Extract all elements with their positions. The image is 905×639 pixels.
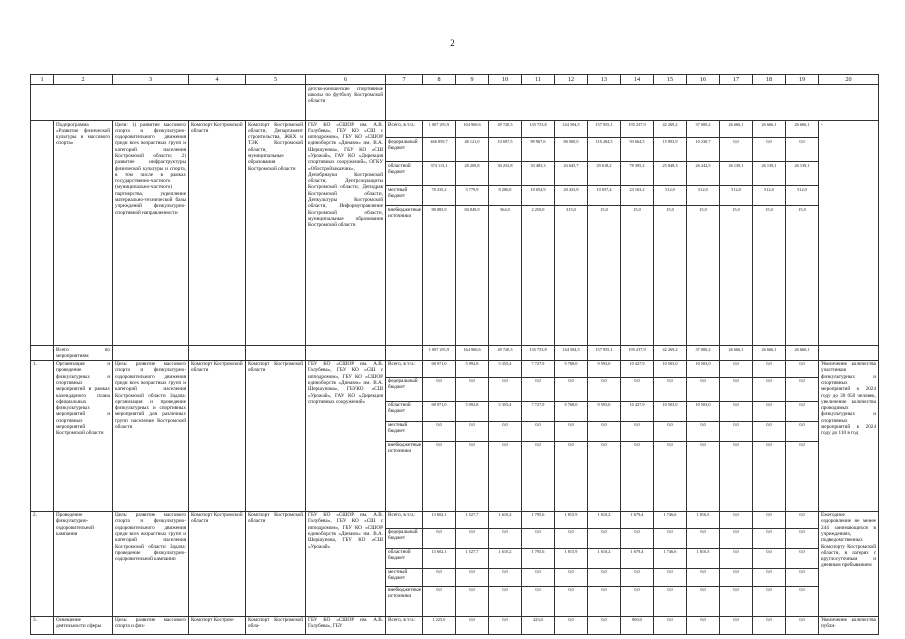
amount-cell: 9 593,0	[588, 360, 621, 377]
funding-source: местный бюджет	[386, 421, 423, 441]
amount-cell: 8 206,0	[489, 186, 522, 206]
participants: ГБУ КО «СШОР им. А.В. Голубева», ГБУ КО «СШ с ипподромом», ГБУ КО «СШОР единоборств «Динамо» им. В.А. Шершунова», ГБУ КО «СШ «Урожай», ГАУ КО «Дирекция спортивных сооружений», ОГКУ «Облстройзаказчик», Депобрнауки Костромской области, Депгрсоцзащиты Костромской области, Депздрав Костромской области, Депкультуры Костромской области, Информуправление Костромской области, муниципальные образования Костромской области	[306, 121, 386, 346]
amount-cell: 5 092,8	[456, 401, 489, 421]
m2-row	[31, 511, 879, 528]
amount-cell: 0,0	[654, 586, 687, 616]
m3-row	[31, 616, 879, 634]
amount-cell: 0,0	[720, 528, 753, 548]
amount-cell: 33 483,3	[522, 162, 555, 186]
total-amount: 1 007 291,9	[423, 346, 456, 361]
amount-cell: 0,0	[786, 377, 819, 401]
empty-cell	[31, 85, 306, 121]
empty-cell	[31, 346, 54, 361]
amount-cell: 93 664,5	[621, 138, 654, 162]
amount-cell: 0,0	[456, 377, 489, 401]
amount-cell: 0,0	[786, 616, 819, 634]
funding-source: Всего, в т.ч.:	[386, 616, 423, 634]
amount-cell: 1 815,9	[555, 548, 588, 568]
total-amount: 42 269,2	[654, 346, 687, 361]
empty-cell	[819, 346, 879, 361]
amount-cell: 0,0	[555, 568, 588, 586]
total-amount: 195 237,9	[621, 346, 654, 361]
goal-text: Цель: развитие массового спорта и физ-	[113, 616, 189, 634]
table-body	[31, 75, 879, 635]
amount-cell: 15,0	[786, 206, 819, 346]
empty-cell	[386, 346, 423, 361]
amount-cell: 512,0	[654, 186, 687, 206]
amount-cell: 0,0	[489, 616, 522, 634]
amount-cell: 10 230,7	[687, 138, 720, 162]
funding-source: федеральный бюджет	[386, 528, 423, 548]
column-number: 16	[687, 75, 720, 85]
amount-cell: 84 849,9	[456, 206, 489, 346]
row-number: 1.	[31, 360, 54, 511]
amount-cell: 42 269,2	[654, 121, 687, 138]
amount-cell: 88 083,9	[423, 206, 456, 346]
amount-cell: 5 092,8	[456, 360, 489, 377]
continuation-row	[31, 85, 879, 121]
amount-cell: 1 610,2	[489, 511, 522, 528]
amount-cell: 0,0	[786, 421, 819, 441]
expected-result: Увеличение количества участников физкультурных и спортивных мероприятий к 2024 году до 30 050 человек, увеличение количества проводимых физкультурных и спортивных мероприятий к 2024 году до 110 в год	[819, 360, 879, 511]
column-number: 3	[113, 75, 189, 85]
amount-cell: 0,0	[654, 616, 687, 634]
amount-cell: 9 768,0	[555, 360, 588, 377]
amount-cell: 0,0	[786, 528, 819, 548]
funding-source: Всего, в т.ч.:	[386, 360, 423, 377]
amount-cell: 5 355,4	[489, 401, 522, 421]
empty-cell	[306, 346, 386, 361]
amount-cell: 26 666,1	[720, 121, 753, 138]
funding-source: федеральный бюджет	[386, 138, 423, 162]
amount-cell: 0,0	[720, 441, 753, 511]
amount-cell: 78 395,2	[621, 162, 654, 186]
amount-cell: 466 859,7	[423, 138, 456, 162]
amount-cell: 0,0	[588, 528, 621, 548]
co-executors: Комспорт Костромской области	[246, 360, 306, 511]
expected-result: -	[819, 121, 879, 346]
participants: ГБУ КО «СШОР им. А.В. Голубева», ГБУ КО «СШ с ипподромом», ГБУ КО «СШОР единоборств «Динамо» им. В.А. Шершунова», ГБУКО «СШ «Урожай», ГАУ КО «Дирекция спортивных сооружений»	[306, 360, 386, 511]
amount-cell: 15,0	[621, 206, 654, 346]
amount-cell: 564,0	[489, 206, 522, 346]
amount-cell: 1 795,6	[522, 548, 555, 568]
amount-cell: 26 242,5	[687, 162, 720, 186]
amount-cell: 1 679,4	[621, 548, 654, 568]
amount-cell: 0,0	[489, 441, 522, 511]
amount-cell: 0,0	[654, 377, 687, 401]
column-number: 4	[189, 75, 246, 85]
amount-cell: 0,0	[621, 568, 654, 586]
amount-cell: 48 121,0	[456, 138, 489, 162]
total-amount: 49 720,3	[489, 346, 522, 361]
measure-name: Проведение физкультурно-оздоровительной кампании	[54, 511, 113, 616]
amount-cell: 0,0	[786, 138, 819, 162]
amount-cell: 0,0	[786, 360, 819, 377]
amount-cell: 0,0	[687, 616, 720, 634]
total-amount: 26 666,1	[720, 346, 753, 361]
amount-cell: 0,0	[588, 586, 621, 616]
amount-cell: 512,0	[786, 186, 819, 206]
amount-cell: 0,0	[654, 421, 687, 441]
row-number	[31, 121, 54, 346]
amount-cell: 23 163,2	[621, 186, 654, 206]
amount-cell: 68 971,0	[423, 401, 456, 421]
column-number: 17	[720, 75, 753, 85]
total-amount: 135 753,8	[522, 346, 555, 361]
amount-cell: 0,0	[423, 528, 456, 548]
amount-cell: 0,0	[753, 421, 786, 441]
total-label: Всего по мероприятиям:	[54, 346, 113, 361]
column-number: 10	[489, 75, 522, 85]
amount-cell: 1 610,2	[588, 511, 621, 528]
amount-cell: 0,0	[753, 548, 786, 568]
column-number: 11	[522, 75, 555, 85]
empty-cell	[113, 346, 189, 361]
amount-cell: 10 427,9	[621, 360, 654, 377]
amount-cell: 0,0	[720, 401, 753, 421]
column-number: 5	[246, 75, 306, 85]
amount-cell: 164 960,6	[456, 121, 489, 138]
amount-cell: 0,0	[786, 511, 819, 528]
amount-cell: 0,0	[423, 568, 456, 586]
amount-cell: 1 816,5	[687, 548, 720, 568]
amount-cell: 0,0	[621, 421, 654, 441]
amount-cell: 0,0	[456, 568, 489, 586]
amount-cell: 374 113,1	[423, 162, 456, 186]
amount-cell: 0,0	[720, 511, 753, 528]
amount-cell: 25 848,3	[654, 162, 687, 186]
sub-row	[31, 121, 879, 138]
amount-cell: 10 503,0	[687, 360, 720, 377]
column-number: 7	[386, 75, 423, 85]
amount-cell: 0,0	[555, 616, 588, 634]
funding-source: местный бюджет	[386, 186, 423, 206]
amount-cell: 0,0	[753, 528, 786, 548]
amount-cell: 118 284,5	[588, 138, 621, 162]
amount-cell: 0,0	[555, 441, 588, 511]
responsible: Комспорт Костромской области	[189, 121, 246, 346]
amount-cell: 0,0	[753, 138, 786, 162]
amount-cell: 0,0	[423, 421, 456, 441]
column-number: 13	[588, 75, 621, 85]
column-number: 18	[753, 75, 786, 85]
row-number: 3.	[31, 616, 54, 634]
amount-cell: 0,0	[555, 421, 588, 441]
amount-cell: 0,0	[720, 568, 753, 586]
amount-cell: 135 753,8	[522, 121, 555, 138]
amount-cell: 26 139,1	[753, 162, 786, 186]
amount-cell: 0,0	[489, 421, 522, 441]
responsible: Комспорт Костромской области	[189, 360, 246, 511]
amount-cell: 0,0	[786, 586, 819, 616]
amount-cell: 0,0	[588, 421, 621, 441]
amount-cell: 0,0	[522, 377, 555, 401]
amount-cell: 0,0	[753, 360, 786, 377]
total-amount: 37 000,2	[687, 346, 720, 361]
amount-cell: 0,0	[753, 511, 786, 528]
amount-cell: 1 795,6	[522, 511, 555, 528]
amount-cell: 512,0	[753, 186, 786, 206]
amount-cell: 43 645,7	[555, 162, 588, 186]
amount-cell: 0,0	[720, 548, 753, 568]
amount-cell: 0,0	[687, 441, 720, 511]
amount-cell: 10 697,5	[489, 138, 522, 162]
funding-source: Всего, в т.ч.:	[386, 121, 423, 138]
amount-cell: 0,0	[720, 138, 753, 162]
total-amount: 26 666,1	[786, 346, 819, 361]
amount-cell: 15,0	[687, 206, 720, 346]
amount-cell: 0,0	[522, 568, 555, 586]
amount-cell: 49 720,3	[489, 121, 522, 138]
amount-cell: 0,0	[753, 616, 786, 634]
amount-cell: 1 610,2	[588, 548, 621, 568]
amount-cell: 30 252,8	[489, 162, 522, 186]
amount-cell: 15,0	[720, 206, 753, 346]
amount-cell: 0,0	[654, 528, 687, 548]
amount-cell: 0,0	[489, 377, 522, 401]
goal-text: Цель: развитие массового спорта и физкультурно-оздоровительного движения среди всех возрастных групп и категорий населения Костромской области Задача: организация и проведение физкультурных и спортивных мероприятий для различных групп населения Костромской области	[113, 360, 189, 511]
amount-cell: 1 610,2	[489, 548, 522, 568]
empty-cell	[386, 85, 879, 121]
amount-cell: 0,0	[786, 441, 819, 511]
amount-cell: 0,0	[588, 568, 621, 586]
program-table	[30, 74, 879, 635]
measure-name: Освещение деятельности сферы	[54, 616, 113, 634]
column-number: 14	[621, 75, 654, 85]
column-number: 12	[555, 75, 588, 85]
amount-cell: 89 967,6	[522, 138, 555, 162]
amount-cell: 0,0	[753, 586, 786, 616]
total-amount: 164 960,6	[456, 346, 489, 361]
amount-cell: 0,0	[489, 528, 522, 548]
amount-cell: 0,0	[621, 441, 654, 511]
co-executors: Комспорт Костромской обла-	[246, 616, 306, 634]
amount-cell: 195 237,9	[621, 121, 654, 138]
amount-cell: 78 235,2	[423, 186, 456, 206]
total-amount: 157 955,1	[588, 346, 621, 361]
amount-cell: 0,0	[720, 586, 753, 616]
amount-cell: 80 000,0	[555, 138, 588, 162]
funding-source: внебюджетные источники	[386, 206, 423, 346]
measure-name: Организация и проведение физкультурных и спортивных мероприятий в рамках календарного плана официальных физкультурных мероприятий и спортивных мероприятий Костромской области	[54, 360, 113, 511]
amount-cell: 0,0	[654, 441, 687, 511]
amount-cell: 5 355,4	[489, 360, 522, 377]
amount-cell: 0,0	[555, 586, 588, 616]
amount-cell: 0,0	[753, 377, 786, 401]
amount-cell: 26 666,1	[753, 121, 786, 138]
amount-cell: 15,0	[588, 206, 621, 346]
total-amount: 26 666,1	[753, 346, 786, 361]
amount-cell: 512,0	[720, 186, 753, 206]
amount-cell: 0,0	[786, 401, 819, 421]
amount-cell: 68 971,0	[423, 360, 456, 377]
amount-cell: 10 503,0	[654, 360, 687, 377]
funding-source: областной бюджет	[386, 162, 423, 186]
amount-cell: 0,0	[522, 421, 555, 441]
amount-cell: 1 815,9	[555, 511, 588, 528]
amount-cell: 0,0	[423, 586, 456, 616]
amount-cell: 1 746,6	[654, 511, 687, 528]
amount-cell: 0,0	[456, 616, 489, 634]
column-number: 19	[786, 75, 819, 85]
amount-cell: 15,0	[753, 206, 786, 346]
amount-cell: 10 503,0	[654, 401, 687, 421]
amount-cell: 1 816,5	[687, 511, 720, 528]
column-number: 6	[306, 75, 386, 85]
amount-cell: 800,0	[621, 616, 654, 634]
amount-cell: 0,0	[489, 586, 522, 616]
total-row	[31, 346, 879, 361]
column-number: 15	[654, 75, 687, 85]
amount-cell: 0,0	[687, 528, 720, 548]
amount-cell: 10 503,0	[687, 401, 720, 421]
amount-cell: 29 618,2	[588, 162, 621, 186]
goal-text: Цель: развитие массового спорта и физкультурно-оздоровительного движения среди всех возрастных групп и категорий населения Костромской области Задача: проведение физкультурно-оздоровительной кампании	[113, 511, 189, 616]
amount-cell: 0,0	[555, 377, 588, 401]
amount-cell: 0,0	[456, 586, 489, 616]
amount-cell: 2 250,0	[522, 206, 555, 346]
amount-cell: 13 602,1	[423, 511, 456, 528]
responsible: Комспорт Костром-	[189, 616, 246, 634]
amount-cell: 0,0	[786, 548, 819, 568]
amount-cell: 0,0	[687, 586, 720, 616]
amount-cell: 15,0	[654, 206, 687, 346]
amount-cell: 0,0	[654, 568, 687, 586]
amount-cell: 9 593,0	[588, 401, 621, 421]
amount-cell: 0,0	[753, 441, 786, 511]
amount-cell: 315,0	[555, 206, 588, 346]
document-sheet	[30, 74, 877, 630]
amount-cell: 3 779,9	[456, 186, 489, 206]
measure-name: Подпрограмма «Развитие физической культуры и массового спорта»	[54, 121, 113, 346]
amount-cell: 10 037,4	[588, 186, 621, 206]
amount-cell: 0,0	[456, 421, 489, 441]
amount-cell: 157 955,1	[588, 121, 621, 138]
amount-cell: 0,0	[456, 528, 489, 548]
amount-cell: 26 666,1	[786, 121, 819, 138]
goal-text: Цели: 1) развитие массового спорта и физкультурно-оздоровительного движения среди всех возрастных групп и категорий населения Костромской области; 2) развитие инфраструктуры физической культуры и спорта, в том числе в рамках государственно-частного (муниципально-частного) партнерства, укрепление материально-технической базы учреждений физкультурно-спортивной направленности	[113, 121, 189, 346]
amount-cell: 20 433,8	[555, 186, 588, 206]
participants: ГБУ КО «СШОР им. А.В. Голубева», ГБУ	[306, 616, 386, 634]
funding-source: внебюджетные источники	[386, 441, 423, 511]
amount-cell: 1 007 291,9	[423, 121, 456, 138]
amount-cell: 1 225,0	[423, 616, 456, 634]
m1-row	[31, 360, 879, 377]
amount-cell: 0,0	[687, 568, 720, 586]
amount-cell: 0,0	[621, 377, 654, 401]
amount-cell: 15 893,9	[654, 138, 687, 162]
amount-cell: 10 427,9	[621, 401, 654, 421]
amount-cell: 1 527,7	[456, 511, 489, 528]
expected-result: Ежегодное оздоровление не менее 244 занимающихся в учреждениях, подведомственных Комспорту Костромской области, в лагерях с круглосуточным и дневным пребыванием	[819, 511, 879, 616]
empty-cell	[189, 346, 246, 361]
amount-cell: 26 139,1	[720, 162, 753, 186]
amount-cell: 9 768,0	[555, 401, 588, 421]
amount-cell: 0,0	[489, 568, 522, 586]
empty-cell	[246, 346, 306, 361]
amount-cell: 0,0	[753, 401, 786, 421]
amount-cell: 144 394,5	[555, 121, 588, 138]
funding-source: областной бюджет	[386, 401, 423, 421]
funding-source: внебюджетные источники	[386, 586, 423, 616]
amount-cell: 13 602,1	[423, 548, 456, 568]
amount-cell: 0,0	[720, 360, 753, 377]
amount-cell: 0,0	[687, 377, 720, 401]
amount-cell: 26 139,1	[786, 162, 819, 186]
executor-cell: детско-юношеские спортивные школы по футболу Костромской области	[306, 85, 386, 121]
column-number: 20	[819, 75, 879, 85]
amount-cell: 1 679,4	[621, 511, 654, 528]
row-number: 2.	[31, 511, 54, 616]
participants: ГБУ КО «СШОР им. А.В. Голубева», ГБУ КО «СШ с ипподромом», ГБУ КО «СШОР единоборств «Динамо» им. В.А. Шершунова, ГБУ КО «СШ «Урожай»	[306, 511, 386, 616]
column-number-row	[31, 75, 879, 85]
expected-result: Увеличение количества публи-	[819, 616, 879, 634]
column-number: 8	[423, 75, 456, 85]
amount-cell: 0,0	[621, 586, 654, 616]
amount-cell: 10 054,9	[522, 186, 555, 206]
co-executors: Комспорт Костромской области, Департамент строительства, ЖКХ и ТЭК Костромской области, муниципальные образования Костромской области	[246, 121, 306, 346]
amount-cell: 0,0	[786, 568, 819, 586]
column-number: 9	[456, 75, 489, 85]
amount-cell: 0,0	[555, 528, 588, 548]
amount-cell: 1 527,7	[456, 548, 489, 568]
amount-cell: 7 727,9	[522, 360, 555, 377]
funding-source: областной бюджет	[386, 548, 423, 568]
amount-cell: 512,0	[687, 186, 720, 206]
amount-cell: 0,0	[753, 568, 786, 586]
amount-cell: 0,0	[588, 616, 621, 634]
amount-cell: 7 727,9	[522, 401, 555, 421]
amount-cell: 1 746,6	[654, 548, 687, 568]
amount-cell: 0,0	[720, 421, 753, 441]
amount-cell: 0,0	[621, 528, 654, 548]
amount-cell: 0,0	[456, 441, 489, 511]
amount-cell: 0,0	[423, 441, 456, 511]
co-executors: Комспорт Костромской области	[246, 511, 306, 616]
amount-cell: 0,0	[522, 528, 555, 548]
funding-source: Всего, в т.ч.:	[386, 511, 423, 528]
amount-cell: 423,0	[522, 616, 555, 634]
amount-cell: 0,0	[687, 421, 720, 441]
amount-cell: 28 209,8	[456, 162, 489, 186]
funding-source: местный бюджет	[386, 568, 423, 586]
amount-cell: 37 000,2	[687, 121, 720, 138]
amount-cell: 0,0	[588, 441, 621, 511]
amount-cell: 0,0	[588, 377, 621, 401]
column-number: 2	[54, 75, 113, 85]
amount-cell: 0,0	[720, 616, 753, 634]
amount-cell: 0,0	[522, 441, 555, 511]
funding-source: федеральный бюджет	[386, 377, 423, 401]
total-amount: 144 394,5	[555, 346, 588, 361]
amount-cell: 0,0	[720, 377, 753, 401]
amount-cell: 0,0	[522, 586, 555, 616]
responsible: Комспорт Костромской области	[189, 511, 246, 616]
page-number: 2	[450, 38, 455, 48]
amount-cell: 0,0	[423, 377, 456, 401]
column-number: 1	[31, 75, 54, 85]
